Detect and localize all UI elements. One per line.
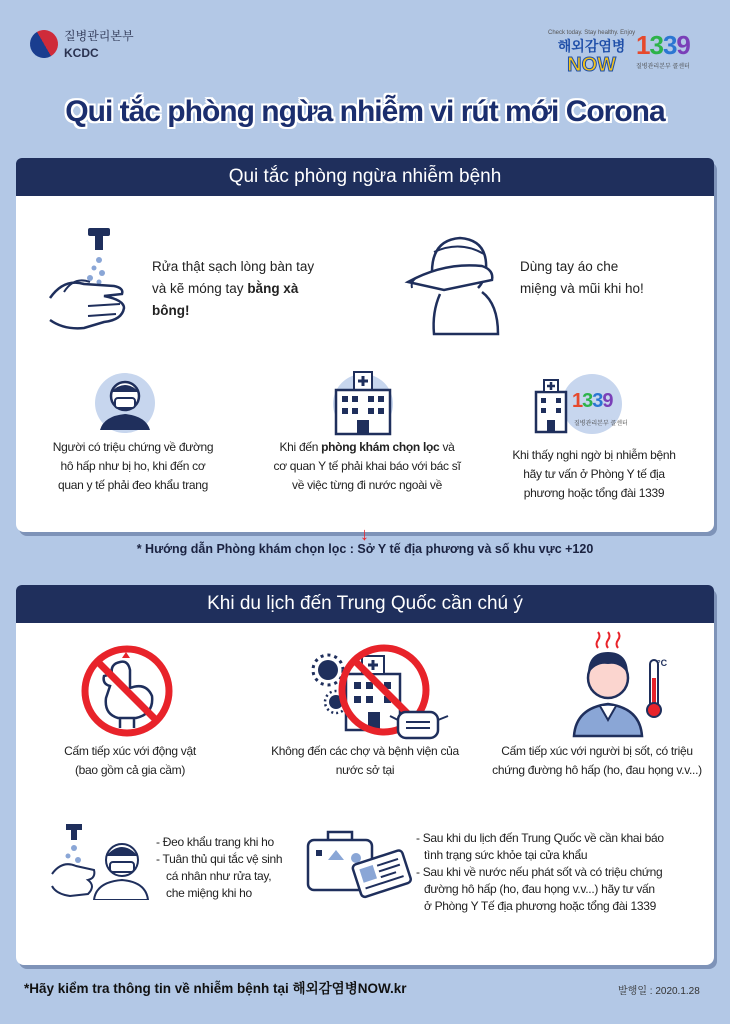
- section-heading: Qui tắc phòng ngừa nhiễm bệnh: [16, 158, 714, 196]
- section-heading: Khi du lịch đến Trung Quốc cần chú ý: [16, 585, 714, 623]
- return-bullets: [416, 830, 706, 915]
- now-tagline: Check today. Stay healthy. Enjoy: [548, 30, 636, 36]
- handwash-icon: [44, 228, 130, 340]
- line: hãy tư vấn ở Phòng Y tế địa: [523, 467, 665, 481]
- mask-text: [28, 438, 238, 495]
- clinic-text: [252, 438, 482, 495]
- bullet-cont: tình trạng sức khỏe tại cửa khẩu: [424, 848, 588, 862]
- line: miệng và mũi khi ho!: [520, 281, 644, 296]
- page-title: Qui tắc phòng ngừa nhiễm vi rút mới Corona: [65, 95, 665, 128]
- clinic-building-icon: [328, 370, 398, 436]
- bullet: - Sau khi du lịch đến Trung Quốc về cần khai báo: [416, 831, 664, 845]
- issue-date: 발행일 : 2020.1.28: [618, 986, 700, 997]
- no-hospital-virus-icon: [306, 640, 456, 746]
- line-bold: phòng khám chọn lọc: [321, 440, 440, 454]
- line-bold: bông!: [152, 303, 190, 318]
- line: (bao gồm cả gia cầm): [74, 763, 186, 777]
- line: Khi đến: [279, 440, 322, 454]
- kcdc-org: [64, 28, 134, 62]
- org-en: KCDC: [64, 46, 99, 60]
- no-poultry-icon: [80, 644, 174, 738]
- hotline-digits: [572, 390, 613, 413]
- bullet: - Đeo khẩu trang khi ho: [156, 835, 274, 849]
- now-en: NOW: [567, 54, 617, 76]
- handwash-text: [152, 256, 362, 322]
- bullet-cont: ở Phòng Y Tế địa phương hoặc tổng đài 1339: [424, 899, 657, 913]
- bullet-cont: che miệng khi ho: [166, 886, 252, 900]
- hotline-sub-small: 질병관리본부 콜센터: [574, 421, 628, 427]
- digit: 3: [649, 30, 663, 60]
- line: Người có triệu chứng về đường: [52, 440, 214, 454]
- celsius-label: °C: [657, 658, 668, 668]
- clinic-guide-note: * Hướng dẫn Phòng khám chọn lọc : Sở Y tế địa phương và số khu vực +120: [136, 542, 594, 556]
- line: về việc từng đi nước ngoài về: [292, 478, 442, 492]
- line: Dùng tay áo che: [520, 259, 619, 274]
- org-kr: 질병관리본부: [64, 29, 134, 43]
- line: cơ quan Y tế phải khai báo với bác sĩ: [273, 459, 461, 473]
- hotline-text: [484, 446, 704, 503]
- line: Rửa thật sạch lòng bàn tay: [152, 259, 315, 274]
- line: Khi thấy nghi ngờ bị nhiễm bệnh: [512, 448, 676, 462]
- hotline-sub: 질병관리본부 콜센터: [636, 64, 690, 70]
- line-bold: bằng xà: [247, 281, 299, 296]
- hotline-logo: [636, 30, 690, 70]
- digit: 1: [636, 30, 650, 60]
- bullet: - Tuân thủ qui tắc vệ sinh: [156, 852, 283, 866]
- digit: 3: [592, 390, 603, 412]
- line: Không đến các chợ và bệnh viện của: [271, 744, 459, 758]
- no-animal-text: [40, 742, 220, 780]
- now-kr: 해외감염병: [557, 38, 626, 54]
- digit: 1: [572, 390, 583, 412]
- footer-note: *Hãy kiểm tra thông tin về nhiễm bệnh tại 해외감염병NOW.kr: [24, 981, 407, 996]
- line: quan y tế phải đeo khẩu trang: [57, 478, 209, 492]
- hotline-number: [636, 30, 690, 61]
- digit: 9: [602, 390, 613, 412]
- mask-person-icon: [94, 372, 156, 434]
- line: Cấm tiếp xúc với động vật: [64, 744, 196, 758]
- digit: 9: [676, 30, 690, 60]
- luggage-passport-icon: [306, 826, 412, 900]
- line: nước sở tại: [335, 763, 395, 777]
- digit: 3: [582, 390, 593, 412]
- line: phương hoặc tổng đài 1339: [523, 486, 665, 500]
- line: và: [439, 440, 455, 454]
- arrow-down-icon: ↓: [360, 524, 369, 544]
- no-fever-contact-text: [482, 742, 712, 780]
- bullet: - Sau khi về nước nếu phát sốt và có triệu chứng: [416, 865, 663, 879]
- line: chứng đường hô hấp (ho, đau họng v.v...): [492, 763, 702, 777]
- no-market-text: [250, 742, 480, 780]
- line: hô hấp như bị ho, khi đến cơ: [60, 459, 206, 473]
- fever-person-icon: [572, 628, 672, 738]
- bullet-cont: cá nhân như rửa tay,: [166, 869, 272, 883]
- handwash-mask-icon: [48, 824, 152, 900]
- hygiene-bullets: [156, 834, 306, 902]
- cough-sleeve-icon: [404, 232, 500, 336]
- digit: 3: [662, 30, 677, 60]
- bullet-cont: đường hô hấp (ho, đau họng v.v...) hãy tư vấn: [424, 882, 655, 896]
- kcdc-logo-icon: [25, 25, 63, 63]
- line: và kẽ móng tay: [152, 281, 248, 296]
- line: Cấm tiếp xúc với người bị sốt, có triệu: [501, 744, 693, 758]
- now-logo: [548, 30, 635, 74]
- cough-sleeve-text: [520, 256, 700, 300]
